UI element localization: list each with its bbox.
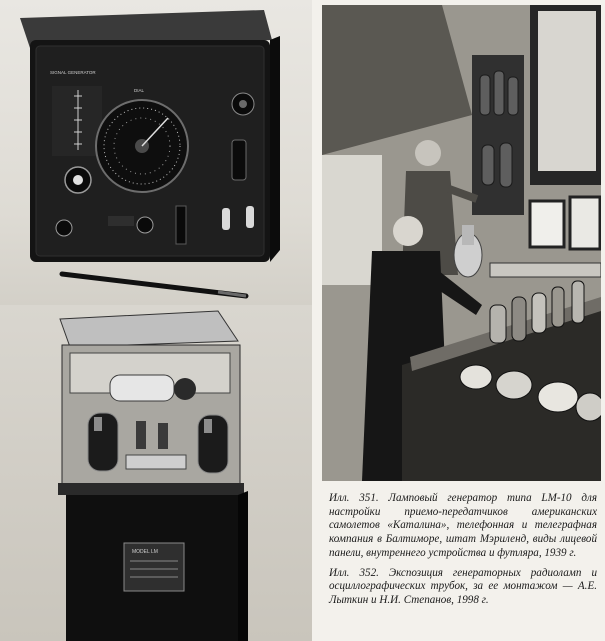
panel-label-dial: DIAL — [134, 88, 145, 93]
generator-front-illustration — [0, 0, 312, 305]
photo-tube-exhibit — [322, 5, 601, 481]
caption-ill-351: Илл. 351. Ламповый генератор типа LM-10 для настройки приемо-передатчиков американских самолетов «Каталина», телефонная и телеграфная компания в Балтиморе, штат Мэриленд, виды лицевой панели, внутреннего устройства и футляра, 1939 г. — [329, 492, 597, 559]
photo-lm10-front-panel — [0, 0, 312, 305]
caption-block — [329, 492, 597, 614]
caption-ill-352: Илл. 352. Экспозиция генераторных радиоламп и осциллографических трубок, за ее монтажом — А.Е. Лыткин и Н.И. Степанов, 1998 г. — [329, 566, 597, 606]
panel-label-signal-generator: SIGNAL GENERATOR — [50, 70, 96, 75]
nameplate-label: MODEL LM — [132, 549, 158, 555]
exhibit-illustration — [322, 5, 601, 481]
photo-lm10-internal-and-case — [0, 305, 312, 641]
generator-internal-illustration — [0, 305, 312, 641]
